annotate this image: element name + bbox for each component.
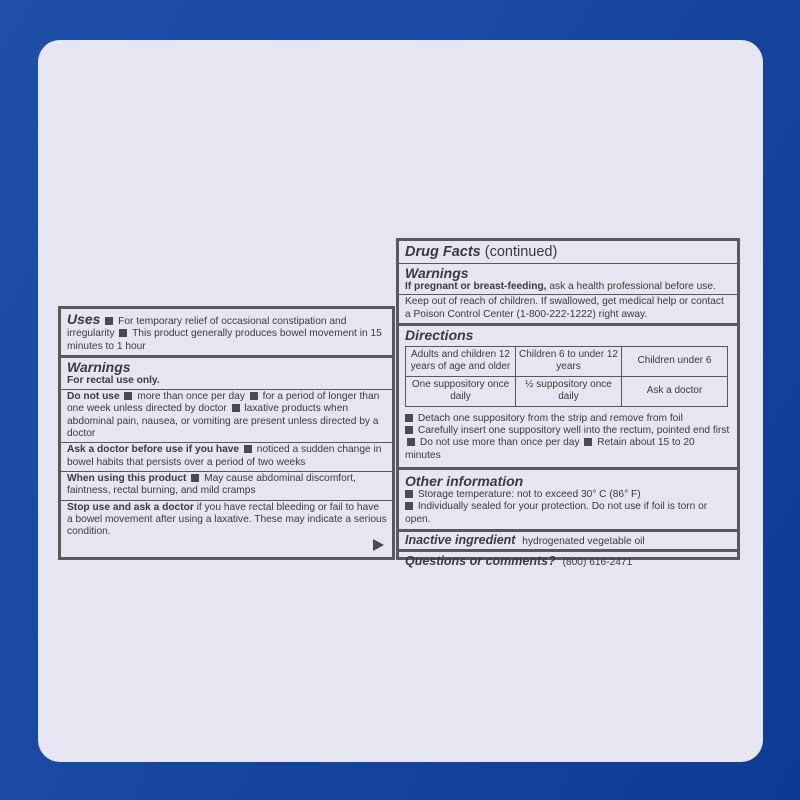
pregnant-text: ask a health professional before use. xyxy=(549,281,716,292)
bullet-square-icon xyxy=(191,474,199,482)
questions-section xyxy=(399,552,737,571)
direction-item: Carefully insert one suppository well into the rectum, pointed end first xyxy=(417,425,730,437)
pregnant-label: If pregnant or breast-feeding, xyxy=(405,281,547,292)
drug-facts-panel-left xyxy=(58,306,395,560)
warnings-heading: Warnings xyxy=(67,358,131,375)
table-cell: One suppository once daily xyxy=(406,376,516,406)
bullet-square-icon xyxy=(105,317,113,325)
table-cell: Ask a doctor xyxy=(622,376,728,406)
do-not-use-label: Do not use xyxy=(67,391,120,403)
directions-list xyxy=(405,413,732,462)
when-using-item: May cause abdominal discomfort, faintness, rectal burning, and mild cramps xyxy=(67,472,356,497)
do-not-use-item: for a period of longer than one week unless directed by doctor xyxy=(67,391,380,415)
right-warnings-heading: Warnings xyxy=(405,265,469,281)
title-text: Drug Facts xyxy=(405,244,481,260)
title-continued: (continued) xyxy=(484,244,558,260)
drug-facts-title-section xyxy=(399,241,737,264)
right-warnings-section xyxy=(399,264,737,295)
inactive-ingredient-heading: Inactive ingredient xyxy=(405,532,516,547)
other-information-heading: Other information xyxy=(405,473,524,490)
warnings-section xyxy=(61,358,392,390)
inactive-ingredient-section xyxy=(399,532,737,552)
questions-phone[interactable]: (800) 616-2471 xyxy=(562,557,633,569)
uses-item: This product generally produces bowel movement in 15 minutes to 1 hour xyxy=(67,328,382,352)
bullet-square-icon xyxy=(232,404,240,412)
rectal-use-text: For rectal use only. xyxy=(67,374,160,386)
bullet-square-icon xyxy=(124,392,132,400)
stop-use-label: Stop use and ask a doctor xyxy=(67,501,194,513)
bullet-square-icon xyxy=(405,502,413,510)
dosage-table xyxy=(405,346,728,407)
keep-out-text: Keep out of reach of children. If swallowed, get medical help or contact a Poison Control Center (1-800-222-1222) right away. xyxy=(405,296,724,320)
table-header-cell: Adults and children 12 years of age and older xyxy=(406,346,516,376)
bullet-square-icon xyxy=(584,438,592,446)
direction-item: Retain about 15 to 20 minutes xyxy=(405,437,695,461)
bullet-square-icon xyxy=(405,414,413,422)
when-using-label: When using this product xyxy=(67,472,187,484)
direction-item: Do not use more than once per day xyxy=(419,437,580,449)
table-row xyxy=(406,376,728,406)
ask-doctor-section xyxy=(61,443,392,472)
inactive-ingredient-text: hydrogenated vegetable oil xyxy=(522,535,645,547)
other-info-item: Individually sealed for your protection. Do not use if foil is torn or open. xyxy=(405,501,708,525)
uses-heading: Uses xyxy=(67,311,101,327)
table-header-cell: Children under 6 xyxy=(622,346,728,376)
bullet-square-icon xyxy=(244,445,252,453)
directions-section xyxy=(399,326,737,470)
bullet-square-icon xyxy=(405,490,413,498)
other-info-item: Storage temperature: not to exceed 30° C (86° F) xyxy=(417,489,641,501)
ask-doctor-label: Ask a doctor before use if you have xyxy=(67,444,240,456)
pregnant-text-block xyxy=(405,281,732,293)
drug-facts-panel-right xyxy=(396,238,740,569)
bullet-square-icon xyxy=(407,438,415,446)
stop-use-section xyxy=(61,501,392,541)
other-information-section xyxy=(399,470,737,532)
bullet-square-icon xyxy=(250,392,258,400)
other-info-item-row xyxy=(405,501,732,526)
drug-facts-title xyxy=(405,244,557,260)
keep-out-section xyxy=(399,295,737,326)
ask-doctor-item: noticed a sudden change in bowel habits that persists over a period of two weeks xyxy=(67,444,382,468)
continue-arrow-icon xyxy=(373,539,384,551)
do-not-use-item: more than once per day xyxy=(137,391,245,403)
do-not-use-item: laxative products when abdominal pain, nausea, or vomiting are present unless directed by a doctor xyxy=(67,403,379,440)
table-row xyxy=(406,346,728,376)
bullet-square-icon xyxy=(405,426,413,434)
bullet-square-icon xyxy=(119,329,127,337)
uses-item: For temporary relief of occasional constipation and irregularity xyxy=(67,316,347,340)
table-header-cell: Children 6 to under 12 years xyxy=(516,346,622,376)
questions-heading: Questions or comments? xyxy=(405,554,556,569)
when-using-section xyxy=(61,472,392,501)
uses-section xyxy=(61,309,392,358)
stop-use-text: if you have rectal bleeding or fail to have a bowel movement after using a laxative. These may indicate a serious condition. xyxy=(67,501,387,538)
do-not-use-section xyxy=(61,390,392,443)
directions-heading: Directions xyxy=(405,326,474,343)
direction-item: Detach one suppository from the strip and remove from foil xyxy=(417,412,683,424)
other-info-item-row xyxy=(405,489,732,501)
table-cell: ½ suppository once daily xyxy=(516,376,622,406)
